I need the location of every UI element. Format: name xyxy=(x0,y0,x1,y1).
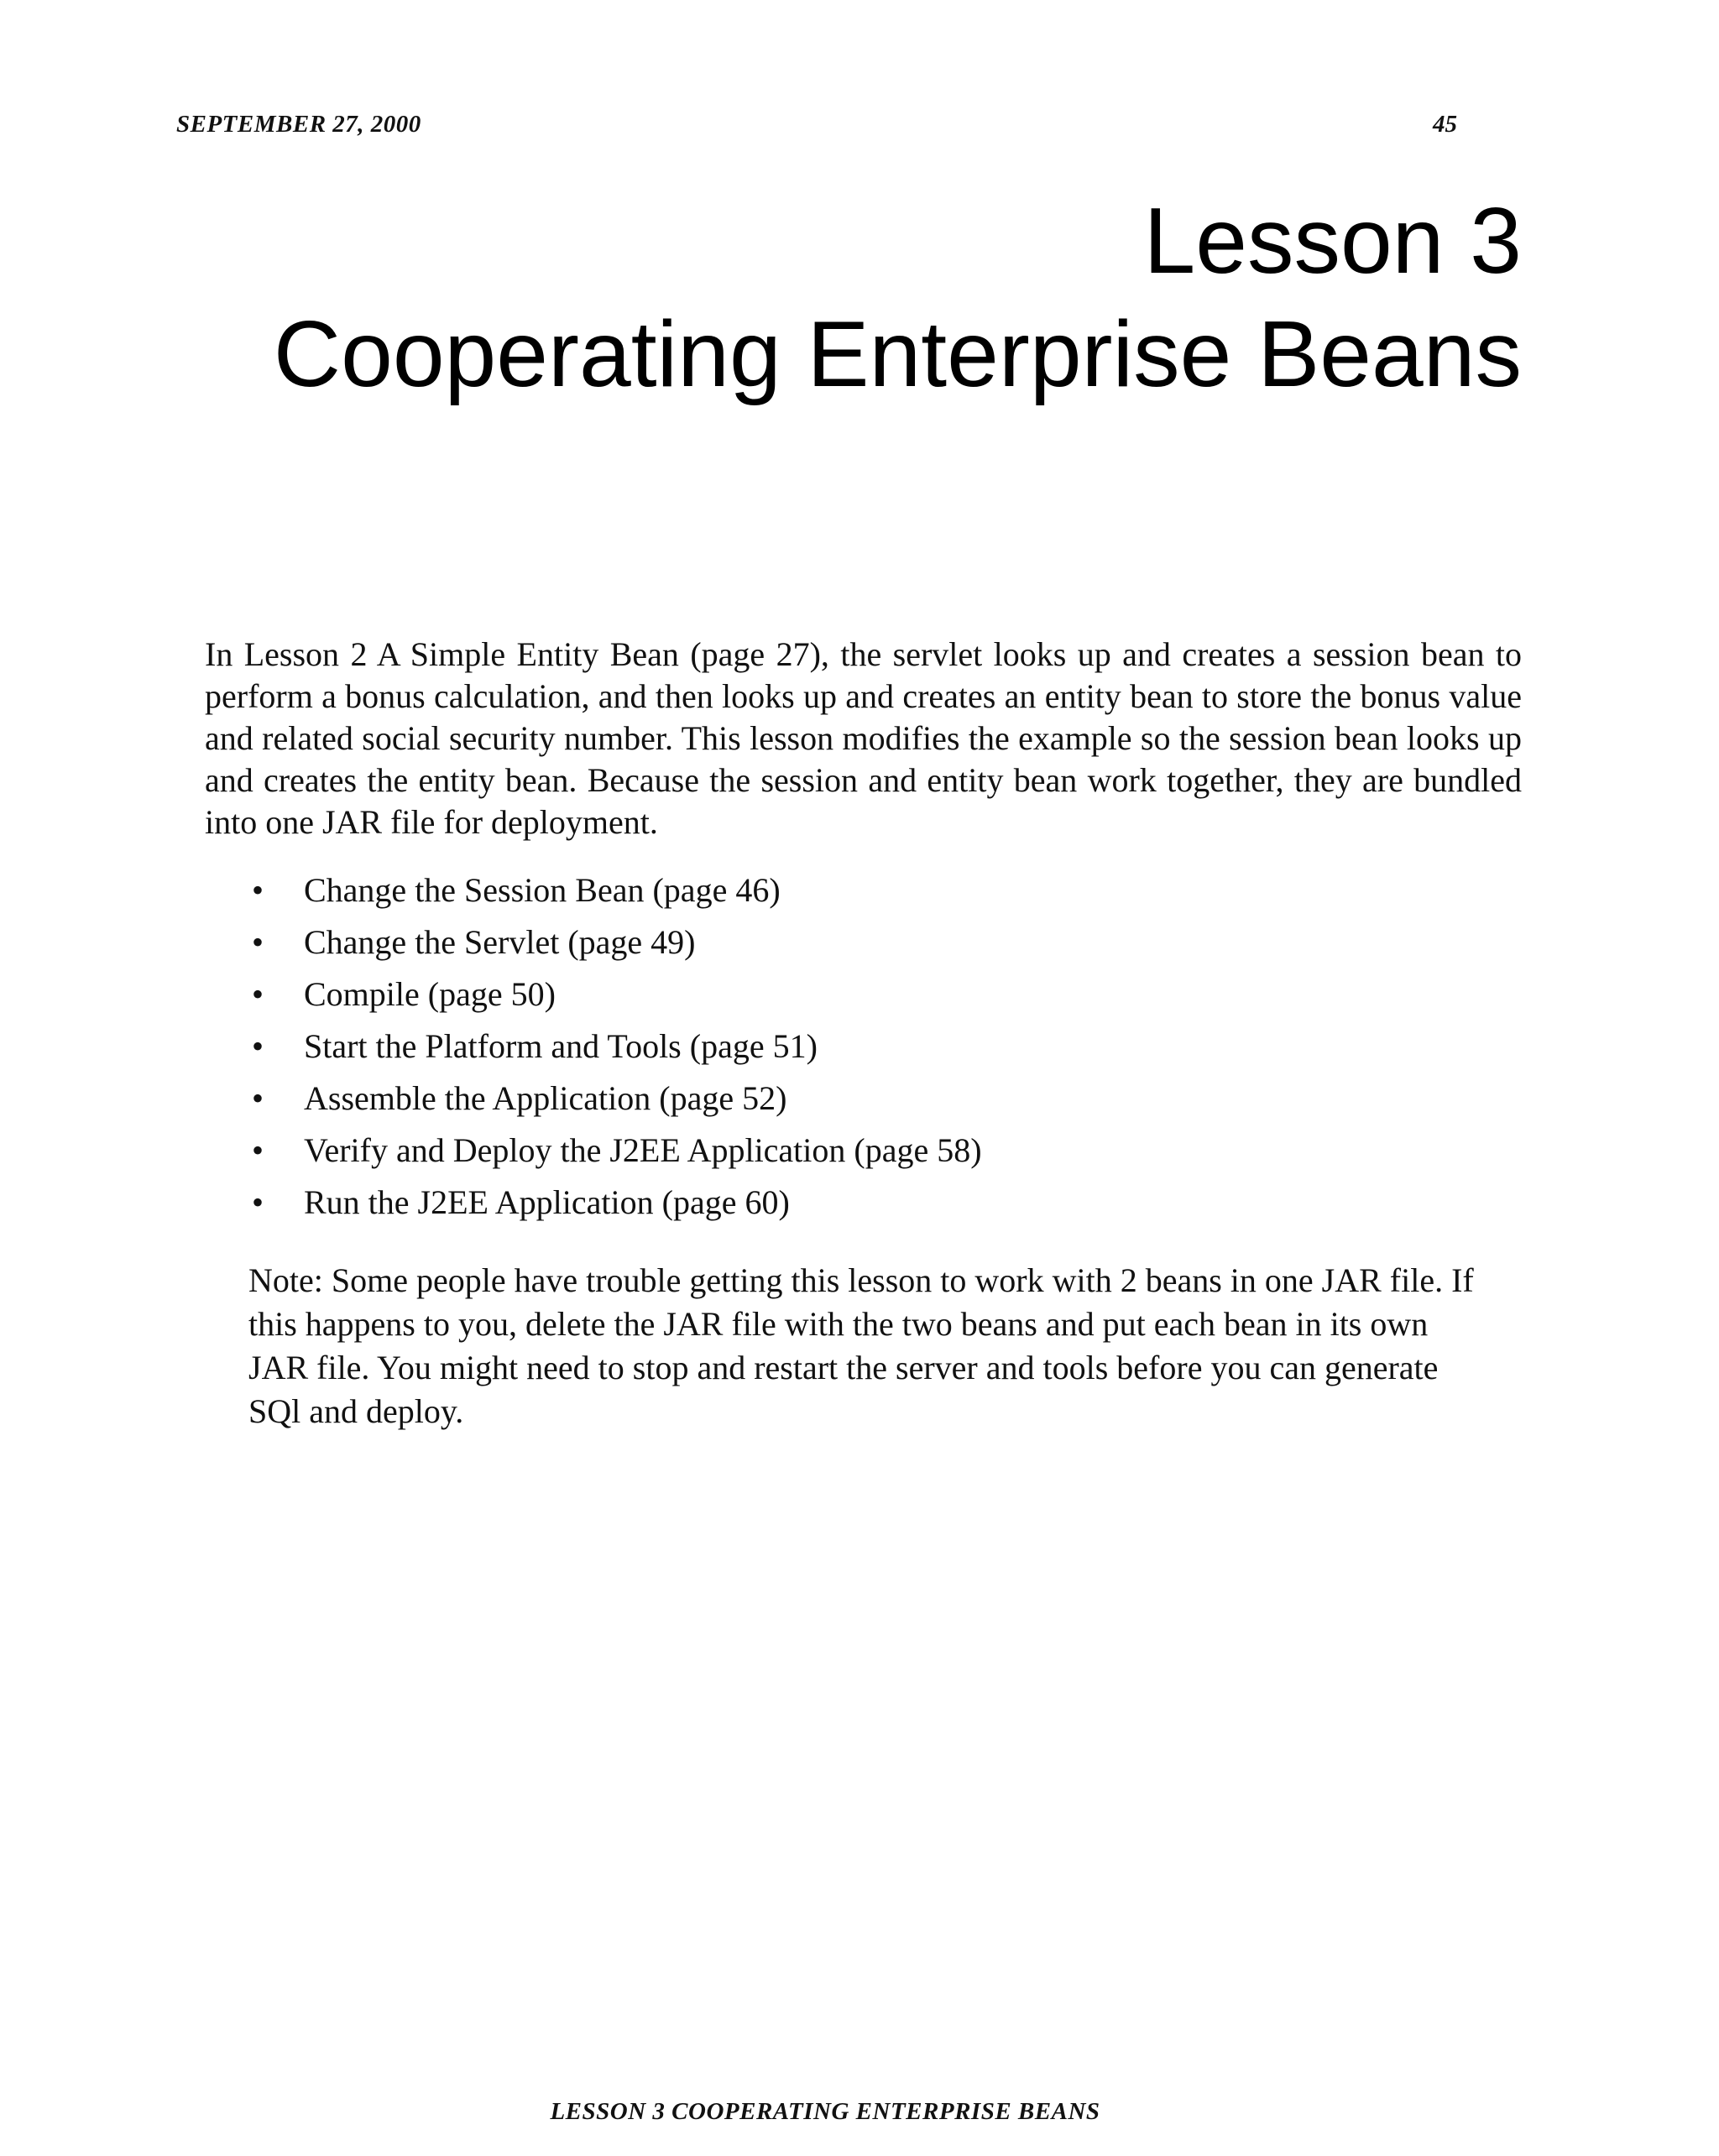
bullet-icon: • xyxy=(252,871,264,909)
list-item-label: Start the Platform and Tools (page 51) xyxy=(304,1027,818,1065)
title-lesson-name: Cooperating Enterprise Beans xyxy=(273,302,1522,406)
list-item-label: Assemble the Application (page 52) xyxy=(304,1079,787,1117)
list-item[interactable] xyxy=(252,1125,982,1177)
header-page-number: 45 xyxy=(1433,111,1457,138)
list-item-label: Change the Servlet (page 49) xyxy=(304,923,696,961)
title-lesson-number: Lesson 3 xyxy=(1143,189,1522,293)
list-item-label: Verify and Deploy the J2EE Application (page 58) xyxy=(304,1131,982,1169)
list-item[interactable] xyxy=(252,1021,982,1073)
lesson-contents-list xyxy=(252,864,982,1229)
list-item-label: Run the J2EE Application (page 60) xyxy=(304,1183,790,1221)
bullet-icon: • xyxy=(252,1131,264,1169)
list-item[interactable] xyxy=(252,864,982,916)
header-date: SEPTEMBER 27, 2000 xyxy=(176,111,421,138)
list-item-label: Change the Session Bean (page 46) xyxy=(304,871,781,909)
list-item[interactable] xyxy=(252,1177,982,1229)
list-item-label: Compile (page 50) xyxy=(304,975,556,1013)
bullet-icon: • xyxy=(252,1079,264,1117)
list-item[interactable] xyxy=(252,1073,982,1125)
note-paragraph: Note: Some people have trouble getting this lesson to work with 2 beans in one JAR file. If this happens to you, delete the JAR file with the two beans and put each bean in its own JAR file. You might need to stop and restart the server and tools before you can generate SQl and deploy. xyxy=(248,1261,1474,1430)
bullet-icon: • xyxy=(252,975,264,1013)
list-item[interactable] xyxy=(252,916,982,968)
bullet-icon: • xyxy=(252,1183,264,1221)
footer-running-title: LESSON 3 COOPERATING ENTERPRISE BEANS xyxy=(550,2098,1100,2125)
intro-paragraph: In Lesson 2 A Simple Entity Bean (page 27), the servlet looks up and creates a session bean to perform a bonus calculation, and then looks up and creates an entity bean to store the bonus value and related social security number. This lesson modifies the example so the session bean looks up and creates the entity bean. Because the session and entity bean work together, they are bundled into one JAR file for deployment. xyxy=(205,635,1522,841)
page-title xyxy=(274,185,1522,411)
bullet-icon: • xyxy=(252,923,264,961)
list-item[interactable] xyxy=(252,968,982,1021)
bullet-icon: • xyxy=(252,1027,264,1065)
